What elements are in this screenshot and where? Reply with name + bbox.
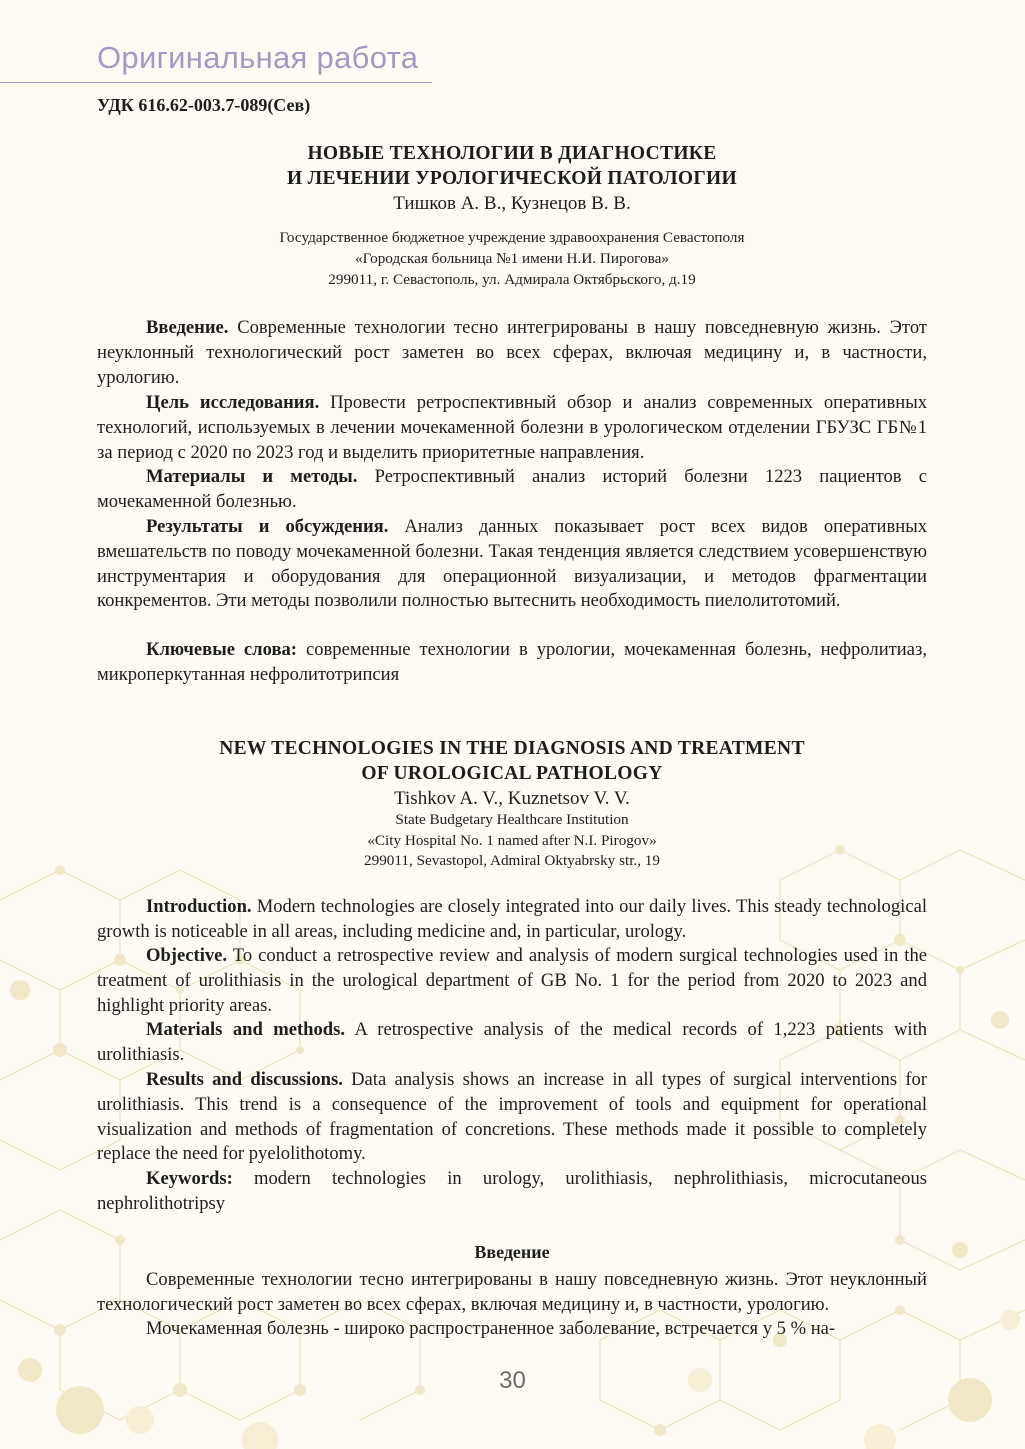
ru-keywords-text: современные технологии в урологии, мочекаменная болезнь, нефролитиаз, микроперкутанная нефролитотрипсия [97, 639, 927, 685]
ru-aim-text: Провести ретроспективный обзор и анализ современных оперативных технологий, используемых в лечении мочекаменной болезни в урологическом отделении ГБУЗС ГБ№1 за период с 2020 по 2023 год и выделить приоритетные направления. [97, 392, 928, 463]
ru-keywords-label: Ключевые слова: [146, 639, 297, 660]
en-abstract-introduction [97, 895, 927, 945]
ru-intro-label: Введение. [146, 317, 229, 338]
ru-results-label: Результаты и обсуждения. [146, 516, 389, 537]
ru-methods-label: Материалы и методы. [146, 466, 358, 487]
ru-abstract-methods [97, 465, 927, 515]
en-methods-label: Materials and methods. [146, 1019, 346, 1040]
en-keywords-text: modern technologies in urology, urolithiasis, nephrolithiasis, microcutaneous nephrolithotripsy [97, 1168, 927, 1214]
en-abstract-objective [97, 944, 927, 1018]
ru-title-line-1: НОВЫЕ ТЕХНОЛОГИИ В ДИАГНОСТИКЕ [307, 143, 717, 164]
en-abstract-methods [97, 1018, 927, 1068]
body-paragraph-1: Современные технологии тесно интегрированы в нашу повседневную жизнь. Этот неуклонный технологический рост заметен во всех сферах, включая медицину и, в частности, урологию. [97, 1269, 927, 1315]
ru-authors: Тишков А. В., Кузнецов В. В. [393, 193, 631, 214]
en-abstract-results [97, 1068, 927, 1167]
ru-affiliation-line-2: «Городская больница №1 имени Н.И. Пирогова» [355, 250, 669, 267]
ru-abstract-aim [97, 391, 927, 465]
en-aim-label: Objective. [146, 945, 228, 966]
ru-affiliation-line-1: Государственное бюджетное учреждение здравоохранения Севастополя [279, 229, 745, 246]
section-divider [0, 82, 432, 83]
en-title-line-2: OF UROLOGICAL PATHOLOGY [361, 763, 663, 784]
en-aim-text: To conduct a retrospective review and analysis of modern surgical technologies used in the treatment of urolithiasis in the urological department of GB No. 1 for the period from 2020 to 2023 and highlight priority areas. [97, 945, 927, 1016]
en-intro-label: Introduction. [146, 896, 252, 917]
body-heading-introduction: Введение [474, 1242, 550, 1262]
body-paragraph-2: Мочекаменная болезнь - широко распространенное заболевание, встречается у 5 % на- [146, 1318, 836, 1339]
en-methods-text: A retrospective analysis of the medical records of 1,223 patients with urolithiasis. [97, 1019, 928, 1065]
ru-abstract-introduction [97, 316, 927, 390]
ru-abstract-results [97, 515, 927, 614]
ru-abstract-keywords [97, 638, 927, 688]
ru-title-line-2: И ЛЕЧЕНИИ УРОЛОГИЧЕСКОЙ ПАТОЛОГИИ [287, 168, 737, 189]
en-affiliation-line-1: State Budgetary Healthcare Institution [395, 811, 629, 828]
ru-affiliation-line-3: 299011, г. Севастополь, ул. Адмирала Октябрьского, д.19 [328, 271, 696, 288]
section-label: Оригинальная работа [97, 40, 419, 75]
en-authors: Tishkov A. V., Kuznetsov V. V. [394, 788, 630, 809]
en-affiliation-line-3: 299011, Sevastopol, Admiral Oktyabrsky str., 19 [364, 852, 660, 869]
en-results-label: Results and discussions. [146, 1069, 343, 1090]
ru-aim-label: Цель исследования. [146, 392, 320, 413]
en-intro-text: Modern technologies are closely integrated into our daily lives. This steady technological growth is noticeable in all areas, including medicine and, in particular, urology. [97, 896, 927, 942]
ru-methods-text: Ретроспективный анализ историй болезни 1223 пациентов с мочекаменной болезнью. [97, 466, 927, 512]
ru-intro-text: Современные технологии тесно интегрированы в нашу повседневную жизнь. Этот неуклонный технологический рост заметен во всех сферах, включая медицину и, в частности, урологию. [97, 317, 927, 388]
en-abstract-keywords [97, 1167, 927, 1217]
en-keywords-label: Keywords: [146, 1168, 233, 1189]
udc-code: УДК 616.62-003.7-089(Сев) [97, 95, 311, 115]
ru-results-text: Анализ данных показывает рост всех видов оперативных вмешательств по поводу мочекаменной болезни. Такая тенденция является следствием усовершенствую инструментария и оборудования для операционной визуализации, и методов фрагментации конкрементов. Эти методы позволили полностью вытеснить необходимость пиелолитотомий. [97, 516, 928, 612]
en-affiliation-line-2: «City Hospital No. 1 named after N.I. Pirogov» [367, 832, 657, 849]
en-title-line-1: NEW TECHNOLOGIES IN THE DIAGNOSIS AND TREATMENT [219, 738, 805, 759]
page-number: 30 [499, 1367, 526, 1394]
en-results-text: Data analysis shows an increase in all types of surgical interventions for urolithiasis. This trend is a consequence of the improvement of tools and equipment for operational visualization and methods of fragmentation of concretions. These methods made it possible to completely replace the need for pyelolithotomy. [97, 1069, 927, 1165]
